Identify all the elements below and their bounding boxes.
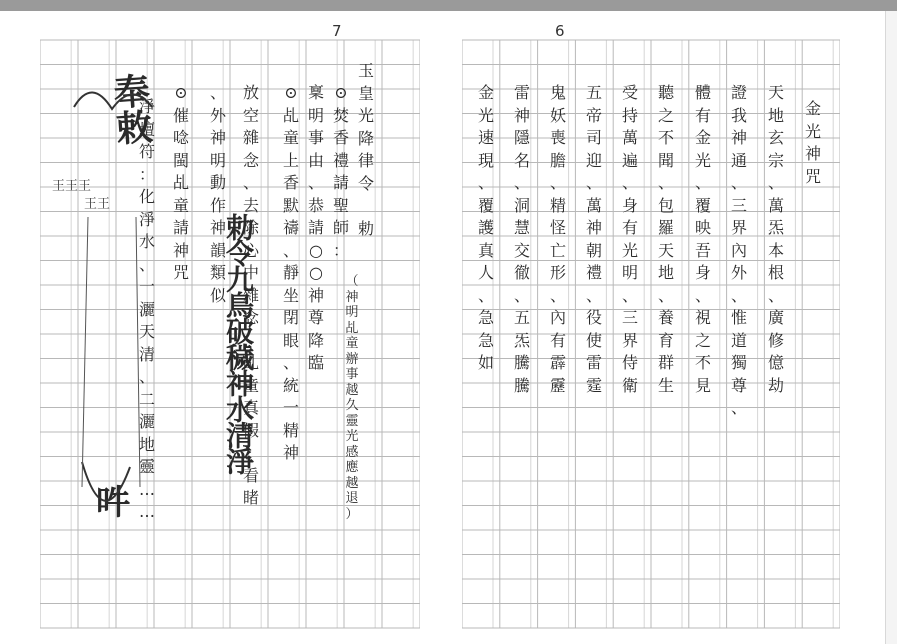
glyph: 騰 [513,353,530,372]
glyph: 動 [209,173,226,192]
glyph: 中 [242,263,259,282]
glyph: 隱 [513,128,530,147]
glyph: 神 [730,128,747,147]
glyph: 越 [345,382,359,398]
glyph: 空 [242,105,259,125]
glyph: 明 [345,305,359,320]
glyph: 、 [694,173,711,192]
glyph: ： [332,240,349,260]
glyph: 灑 [138,299,155,319]
glyph: 放 [242,83,259,102]
glyph: 清 [138,344,155,364]
glyph: 持 [621,105,638,125]
glyph: 光 [357,106,374,125]
glyph: 五 [585,83,602,102]
glyph: 去 [242,195,259,215]
left-column-4 [279,82,303,465]
glyph: 稟 [307,83,324,102]
glyph: 本 [767,240,784,260]
glyph: 天 [657,240,674,260]
glyph: 內 [549,308,566,327]
glyph: 禮 [585,263,602,282]
glyph: 地 [138,434,155,454]
glyph: 、 [282,353,299,372]
glyph: 、 [585,285,602,305]
glyph: 淨 [138,97,155,116]
glyph: 尊 [730,375,747,395]
glyph: 如 [477,353,494,372]
glyph: 臨 [307,353,324,372]
glyph: 現 [477,150,494,170]
decree-bottom-glyph: 吽 [96,483,130,523]
scroll-gutter [885,11,897,644]
glyph: 應 [345,460,359,475]
glyph: 玉 [357,61,374,80]
glyph: 、 [138,254,155,274]
right-column-5 [653,82,679,397]
glyph: 、 [307,173,324,192]
glyph: 心 [242,240,259,260]
glyph: ⊙ [334,83,348,102]
glyph: 形 [549,263,566,282]
glyph: 、 [242,330,259,350]
glyph: 神 [307,285,324,305]
glyph: 生 [657,375,674,395]
glyph: 光 [621,240,638,260]
glyph: 慧 [513,218,530,237]
glyph: 請 [307,218,324,237]
glyph: 乩 [345,320,359,336]
glyph: 騰 [513,375,530,395]
glyph: 除 [242,218,259,237]
glyph: 霆 [585,375,602,395]
glyph: 靜 [282,263,299,282]
glyph: 眼 [282,330,299,350]
glyph: 感 [345,444,359,460]
glyph: 司 [585,128,602,147]
glyph: ： [138,164,155,184]
glyph: 、 [621,173,638,192]
glyph: 覆 [477,195,494,215]
glyph: 炁 [513,330,530,350]
glyph: 雷 [585,353,602,372]
glyph: 明 [307,105,324,125]
glyph: 雜 [242,128,259,147]
decree-top-text: 奉敕 [107,71,154,147]
glyph: 灑 [138,412,155,431]
glyph: 恭 [307,195,324,215]
glyph: 廣 [767,308,784,327]
glyph: 證 [730,83,747,102]
glyph: 萬 [767,195,784,215]
glyph: 億 [767,353,784,372]
glyph: ⊙ [284,83,298,102]
glyph: 役 [585,308,602,327]
glyph: 、 [282,240,299,260]
glyph: 修 [767,330,784,350]
glyph: 神 [513,105,530,125]
right-column-2 [763,82,789,397]
glyph: ） [345,506,359,522]
glyph: 受 [621,83,638,102]
glyph: 降 [357,128,374,148]
glyph: 萬 [585,195,602,215]
glyph: 神 [209,218,226,237]
glyph: 洞 [513,195,530,215]
glyph: 默 [282,195,299,215]
glyph: 上 [282,150,299,170]
glyph: 聞 [657,150,674,170]
glyph: 念 [242,308,259,327]
right-column-4 [690,82,716,397]
glyph: 神 [172,240,189,260]
left-column-1 [354,60,378,240]
glyph: 覆 [694,195,711,215]
left-column-3 [304,82,328,375]
glyph: 三 [621,308,638,327]
glyph: 宗 [767,150,784,170]
glyph: 尊 [307,308,324,327]
glyph: 、 [242,173,259,192]
glyph: 淨 [138,209,155,229]
glyph: 根 [767,263,784,282]
glyph: 交 [513,240,530,260]
glyph: 乩 [282,105,299,125]
glyph: 睹 [242,488,259,507]
glyph: 、 [513,173,530,192]
glyph: 一 [282,398,299,417]
glyph: 人 [477,263,494,282]
glyph: 之 [657,105,674,125]
glyph: 真 [477,240,494,260]
glyph: 勅 [357,218,374,238]
glyph: 霹 [549,353,566,372]
glyph: 朝 [585,240,602,260]
glyph: 光 [345,429,359,444]
glyph: 皇 [357,83,374,103]
glyph: 令 [357,173,374,193]
glyph: 二 [138,389,155,409]
glyph: 符 [138,142,155,161]
glyph: 咒 [172,263,189,282]
glyph: 不 [694,353,711,372]
glyph: 金 [694,128,711,147]
glyph: 、 [477,173,494,192]
glyph: 靂 [549,375,566,395]
glyph: 身 [621,195,638,215]
glyph: 唸 [172,128,189,147]
scanner-top-bar [0,0,897,11]
glyph: 聖 [332,195,349,215]
glyph: 、 [730,285,747,305]
glyph: 急 [477,308,494,327]
glyph: 明 [621,263,638,282]
glyph: 降 [307,330,324,350]
glyph: 催 [172,105,189,125]
glyph: 養 [657,308,674,327]
glyph: 壇 [138,119,155,139]
page-7 [40,22,420,634]
glyph: 越 [345,475,359,491]
right-column-10 [473,82,499,375]
glyph: 育 [657,330,674,350]
glyph: 亡 [549,240,566,260]
glyph: 事 [307,128,324,147]
glyph: 、 [767,285,784,305]
glyph: 有 [694,105,711,125]
glyph: 有 [621,218,638,237]
glyph: （ [345,274,359,289]
glyph: 精 [549,195,566,215]
glyph: 視 [694,308,711,327]
glyph: 地 [767,105,784,125]
glyph: … [139,479,155,499]
glyph: 、 [694,285,711,305]
glyph: 有 [549,330,566,350]
glyph: 金 [804,99,821,118]
glyph: 雜 [242,285,259,305]
glyph: 徹 [513,263,530,282]
glyph: 不 [657,128,674,147]
glyph: 靈 [345,413,359,429]
left-column-7 [169,82,193,285]
glyph: 類 [209,263,226,282]
glyph: 神 [209,128,226,147]
glyph: 外 [730,263,747,282]
glyph: 吾 [694,240,711,260]
glyph: 三 [730,195,747,215]
glyph: 水 [138,232,155,251]
glyph: 、 [242,443,259,462]
right-column-1 [800,98,826,188]
glyph: 群 [657,353,674,372]
glyph: 香 [282,173,299,192]
glyph: 映 [694,218,711,237]
decree-lower-text: 勅令九鳥破穢神水清淨 [222,213,255,473]
glyph: 閉 [282,308,299,327]
right-column-6 [617,82,643,397]
glyph: 、 [767,173,784,192]
glyph: 神 [585,218,602,237]
glyph: 假 [242,420,259,440]
glyph: 一 [138,277,155,296]
glyph: 惟 [730,308,747,327]
glyph: … [139,502,155,521]
glyph: 通 [730,150,747,170]
glyph: 、 [513,285,530,305]
glyph: 請 [332,173,349,192]
left-column-5 [239,82,263,510]
glyph: 、 [657,173,674,192]
glyph: 妖 [549,105,566,125]
glyph: 名 [513,150,530,170]
glyph: 律 [357,151,374,170]
glyph: 見 [694,375,711,395]
glyph: 師 [332,218,349,237]
glyph: 光 [804,121,821,141]
glyph: 似 [209,285,226,305]
glyph: 玄 [767,128,784,147]
glyph: 神 [804,144,821,163]
glyph: 由 [307,150,324,170]
glyph: 體 [694,83,711,102]
glyph: 真 [242,398,259,417]
glyph: 坐 [282,285,299,305]
glyph: 我 [730,105,747,125]
glyph: 光 [477,105,494,125]
glyph: ⊙ [174,83,188,102]
left-column-3-note [345,274,359,522]
glyph: 急 [477,330,494,350]
page-number: 6 [555,22,565,40]
glyph: 炁 [767,218,784,237]
glyph: 道 [730,330,747,350]
glyph: 萬 [621,128,638,147]
right-column-8 [545,82,571,397]
glyph: 、 [730,398,747,417]
glyph: 金 [477,83,494,102]
glyph: 化 [138,187,155,206]
glyph: 天 [138,322,155,341]
glyph: ○ [309,240,323,260]
glyph: 神 [282,443,299,462]
glyph: 內 [730,240,747,260]
glyph: 看 [242,465,259,485]
right-column-9 [509,82,535,397]
glyph: 念 [242,150,259,170]
glyph: 速 [477,128,494,147]
glyph: 喪 [549,128,566,147]
glyph: 作 [209,195,226,215]
glyph: 退 [345,491,359,506]
glyph: 、 [621,285,638,305]
left-column-6 [206,82,230,307]
glyph: 身 [694,263,711,282]
left-column-2 [329,82,353,262]
glyph: 膽 [549,150,566,170]
right-column-3 [726,82,752,420]
glyph: 、 [477,285,494,305]
glyph: 童 [345,336,359,351]
page-number: 7 [332,22,342,40]
glyph: 事 [345,367,359,382]
glyph: 帝 [585,105,602,125]
glyph: 聽 [657,83,674,102]
glyph: 鬼 [549,83,566,102]
glyph: 外 [209,105,226,125]
glyph: 咒 [804,166,821,186]
glyph: 雷 [513,83,530,102]
glyph: 侍 [621,353,638,372]
glyph: 明 [209,150,226,170]
glyph: 獨 [730,353,747,372]
glyph: 神 [345,289,359,305]
glyph: 、 [209,83,226,102]
decree-middle-row-1: 王王王 [52,179,92,194]
glyph: 統 [282,375,299,395]
glyph: 辦 [345,351,359,367]
glyph: 衛 [621,375,638,395]
glyph: 乩 [172,173,189,192]
page-6 [462,22,840,634]
glyph: 童 [172,195,189,215]
glyph: 乩 [242,353,259,372]
glyph: 遍 [621,150,638,170]
decree-middle-row-2: 王王 [84,197,111,212]
glyph: 請 [172,218,189,237]
glyph: 久 [345,398,359,413]
glyph: 羅 [657,218,674,237]
glyph: 靈 [138,457,155,476]
glyph: 、 [138,367,155,386]
glyph: 香 [332,128,349,147]
glyph: 禱 [282,218,299,237]
glyph: 、 [549,173,566,192]
glyph: 護 [477,218,494,237]
glyph: 精 [282,420,299,440]
glyph: 童 [282,128,299,147]
glyph: 包 [657,195,674,215]
glyph: 、 [730,173,747,192]
glyph: 之 [694,330,711,350]
glyph: 童 [242,375,259,395]
glyph: 閩 [172,150,189,170]
glyph: 天 [767,83,784,102]
glyph: 、 [657,285,674,305]
left-column-8 [135,96,159,524]
glyph: 禮 [332,150,349,170]
glyph: 五 [513,308,530,327]
glyph [358,195,374,218]
glyph: 、 [585,173,602,192]
glyph: 、 [549,285,566,305]
right-column-7 [581,82,607,397]
glyph: 焚 [332,105,349,125]
glyph: 劫 [767,375,784,395]
glyph: 怪 [549,218,566,237]
glyph: 光 [694,150,711,170]
glyph: 地 [657,263,674,282]
glyph: 迎 [585,150,602,170]
glyph: ○ [309,263,323,282]
glyph: 使 [585,330,602,350]
glyph: 界 [621,330,638,350]
glyph: 界 [730,218,747,237]
glyph: 韻 [209,240,226,260]
